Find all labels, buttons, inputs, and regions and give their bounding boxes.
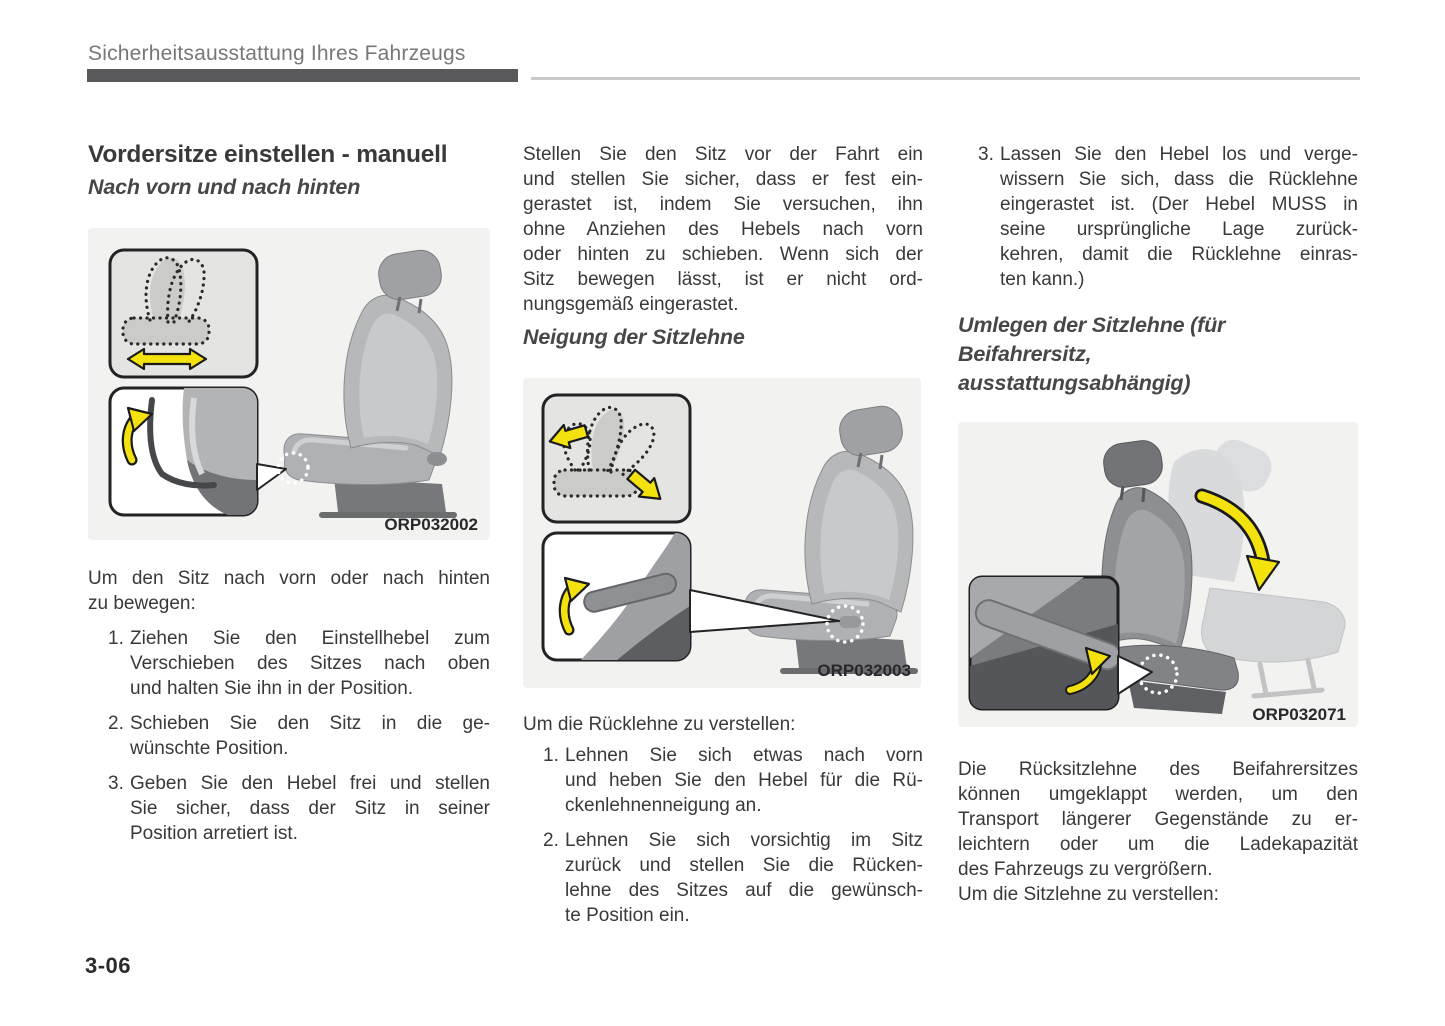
text-line: zurück und stellen Sie die Rücken-	[565, 855, 923, 876]
recline-lever	[839, 616, 861, 628]
text-line: eingerastet ist. (Der Hebel MUSS in	[1000, 194, 1358, 215]
step-number: 1.	[543, 745, 559, 766]
step-item	[523, 828, 923, 928]
text-line: kehren, damit die Rücklehne einras-	[1000, 244, 1358, 265]
text-line: Lassen Sie den Hebel los und verge-	[1000, 144, 1358, 165]
text-line: Sitz bewegen lässt, ist er nicht ord-	[523, 269, 923, 290]
text-line: lehne des Sitzes auf die gewünsch-	[565, 880, 923, 901]
text-line: und heben Sie den Hebel für die Rü-	[565, 770, 923, 791]
text-line: Um den Sitz nach vorn oder nach hinten	[88, 568, 490, 589]
step-number: 1.	[108, 628, 124, 649]
figure-label: ORP032002	[384, 515, 478, 534]
figure-seat-slide	[88, 228, 490, 540]
figure-label: ORP032071	[1252, 705, 1346, 724]
chapter-title: Sicherheitsausstattung Ihres Fahrzeugs	[88, 42, 466, 65]
chapter-title-bar	[87, 69, 518, 82]
text-line: ten kann.)	[1000, 269, 1085, 290]
page-number: 3-06	[85, 953, 132, 978]
subsection-heading: Nach vorn und nach hinten	[88, 175, 361, 199]
text-line: gerastet ist, indem Sie versuchen, ihn	[523, 194, 923, 215]
col1-body	[88, 566, 490, 846]
text-line: Um die Rücklehne zu verstellen:	[523, 714, 796, 735]
figure-seat-fold	[958, 422, 1358, 727]
text-line: ohne Anziehen des Hebels nach vorn	[523, 219, 923, 240]
text-line: Position arretiert ist.	[130, 823, 298, 844]
text-line: Schieben Sie den Sitz in die ge-	[130, 713, 490, 734]
step-number: 2.	[543, 830, 559, 851]
text-line: nungsgemäß eingerastet.	[523, 294, 739, 315]
text-line: können umgeklappt werden, um den	[958, 784, 1358, 805]
text-line: Geben Sie den Hebel frei und stellen	[130, 773, 490, 794]
lever-closeup-inset	[543, 533, 690, 660]
subsection-heading	[958, 311, 1358, 398]
text-line: Um die Sitzlehne zu verstellen:	[958, 884, 1219, 905]
text-line: seine ursprüngliche Lage zurück-	[1000, 219, 1358, 240]
text-line: Lehnen Sie sich etwas nach vorn	[565, 745, 923, 766]
subsection-heading: Neigung der Sitzlehne	[523, 325, 745, 349]
text-line: wissern Sie sich, dass die Rücklehne	[1000, 169, 1358, 190]
header-rule	[531, 77, 1360, 80]
text-line: Transport längerer Gegenstände zu er-	[958, 809, 1358, 830]
text-line: Stellen Sie den Sitz vor der Fahrt ein	[523, 144, 923, 165]
step-item	[523, 743, 923, 818]
text-line: te Position ein.	[565, 905, 690, 926]
heading-line: Beifahrersitz,	[958, 342, 1092, 366]
text-line: ckenlehnenneigung an.	[565, 795, 762, 816]
recline-diagram-inset	[543, 395, 690, 522]
heading-line: Umlegen der Sitzlehne (für	[958, 313, 1226, 337]
text-line: Lehnen Sie sich vorsichtig im Sitz	[565, 830, 923, 851]
text-line: Ziehen Sie den Einstellhebel zum	[130, 628, 490, 649]
col2-paragraph	[523, 142, 923, 317]
col3-step	[958, 142, 1358, 292]
lever-closeup-inset	[970, 577, 1124, 709]
step-number: 2.	[108, 713, 124, 734]
step-item	[88, 626, 490, 701]
slide-diagram-inset	[110, 250, 257, 377]
procedure-intro	[88, 566, 490, 616]
lever-closeup-inset	[110, 388, 257, 515]
col3-body	[958, 757, 1358, 907]
text-line: zu bewegen:	[88, 593, 196, 614]
step-item	[958, 142, 1358, 292]
text-line: oder hinten zu schieben. Wenn sich der	[523, 244, 923, 265]
heading-line: ausstattungsabhängig)	[958, 371, 1191, 395]
text-line: des Fahrzeugs zu vergrößern.	[958, 859, 1213, 880]
procedure-intro	[523, 712, 923, 737]
text-line: leichtern oder um die Ladekapazität	[958, 834, 1358, 855]
step-number: 3.	[108, 773, 124, 794]
figure-label: ORP032003	[817, 661, 911, 680]
step-item	[88, 771, 490, 846]
text-line: Die Rücksitzlehne des Beifahrersitzes	[958, 759, 1358, 780]
text-line: wünschte Position.	[130, 738, 289, 759]
step-item	[88, 711, 490, 761]
col2-body	[523, 712, 923, 928]
figure-seat-recline	[523, 378, 921, 688]
text-line: und stellen Sie sicher, dass er fest ein-	[523, 169, 923, 190]
section-heading: Vordersitze einstellen - manuell	[88, 141, 448, 168]
text-line: und halten Sie ihn in der Position.	[130, 678, 414, 699]
text-line: Verschieben des Sitzes nach oben	[130, 653, 490, 674]
step-number: 3.	[978, 144, 994, 165]
text-line: Sie sicher, dass der Sitz in seiner	[130, 798, 490, 819]
